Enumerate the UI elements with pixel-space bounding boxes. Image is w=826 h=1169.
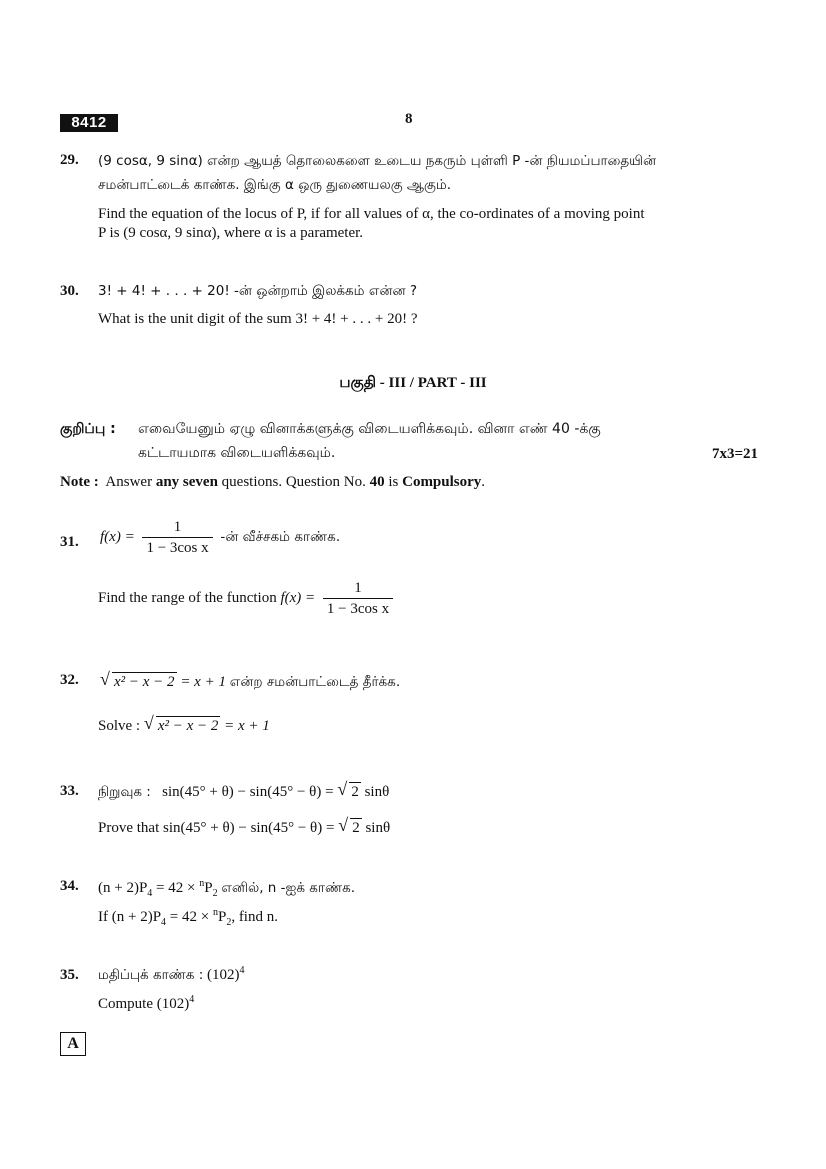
question-number: 29. <box>60 152 79 168</box>
note-emphasis: any seven <box>155 474 218 490</box>
question-number: 31. <box>60 534 79 550</box>
q31-tamil-suffix: -ன் வீச்சகம் காண்க. <box>220 528 341 545</box>
q29-english-line2: P is (9 cosα, 9 sinα), where α is a parameter. <box>98 225 364 241</box>
note-emphasis: 40 <box>369 474 385 490</box>
q35-english-line <box>98 994 194 1013</box>
q33-english-prefix: Prove that <box>98 820 160 836</box>
question-number: 35. <box>60 967 79 983</box>
q34-english-suffix: , find n. <box>231 909 278 925</box>
square-root <box>100 669 177 691</box>
marks-allocation: 7x3=21 <box>712 446 759 462</box>
version-box: A <box>60 1032 86 1056</box>
question-number: 32. <box>60 672 79 688</box>
q30-english: What is the unit digit of the sum 3! + 4! + . . . + 20! ? <box>98 311 418 327</box>
q32-tamil-suffix: என்ற சமன்பாட்டைத் தீர்க்க. <box>229 674 401 690</box>
note-emphasis: Compulsory <box>402 474 482 490</box>
q32-tamil-line <box>100 669 401 692</box>
radical-sign: √ <box>100 669 110 689</box>
instruction-tamil-line2: கட்டாயமாக விடையளிக்கவும். <box>138 445 336 461</box>
question-number: 30. <box>60 283 79 299</box>
equation-rhs: = x + 1 <box>180 674 226 690</box>
q31-english-line <box>98 580 397 617</box>
square-root <box>338 815 362 837</box>
fraction-numerator: 1 <box>323 580 393 599</box>
fraction <box>323 580 393 617</box>
note-text: questions. Question No. <box>217 474 370 490</box>
trig-expression: sin(45° + θ) − sin(45° − θ) = <box>163 820 335 836</box>
q29-tamil-line1: (9 cosα, 9 sinα) என்ற ஆயத் தொலைகளை உடைய நகரும் புள்ளி P -ன் நியமப்பாதையின் <box>98 153 657 169</box>
fraction-denominator: 1 − 3cos x <box>146 540 209 556</box>
power-exponent: 4 <box>189 994 195 1005</box>
fraction <box>142 519 212 556</box>
radicand: 2 <box>352 820 360 836</box>
q35-tamil-line <box>98 965 245 985</box>
instruction-tamil-line1: எவையேனும் ஏழு வினாக்களுக்கு விடையளிக்கவும். வினா எண் 40 -க்கு <box>138 421 601 437</box>
q35-tamil-prefix: மதிப்புக் காண்க : <box>98 967 204 983</box>
trig-tail: sinθ <box>365 820 391 836</box>
power-base: (102) <box>207 967 240 983</box>
q35-english-prefix: Compute <box>98 996 153 1012</box>
square-root <box>143 713 221 735</box>
trig-expression: sin(45° + θ) − sin(45° − θ) = <box>162 784 334 800</box>
square-root <box>337 779 361 801</box>
q34-english-prefix: If <box>98 909 108 925</box>
question-number: 34. <box>60 878 79 894</box>
power-base: (102) <box>156 996 190 1012</box>
function-expression: f(x) = <box>280 589 316 606</box>
note-text: is <box>384 474 403 490</box>
radical-sign: √ <box>338 815 349 835</box>
q29-tamil-line2: சமன்பாட்டைக் காண்க. இங்கு α ஒரு துணையலகு ஆகும். <box>98 177 452 193</box>
q30-tamil: 3! + 4! + . . . + 20! -ன் ஒன்றாம் இலக்கம் என்ன ? <box>98 283 418 299</box>
radical-sign: √ <box>337 779 348 799</box>
radicand: 2 <box>351 784 359 800</box>
q34-tamil-line: $(n + 2)P_4 = 42 \times ^nP_2$ எனில், n -ஐக் காண்க. <box>98 878 356 899</box>
note-text: . <box>481 474 486 490</box>
radicand: x² − x − 2 <box>157 718 219 734</box>
q29-english-line1: Find the equation of the locus of P, if for all values of α, the co-ordinates of a moving point <box>98 206 645 222</box>
q33-tamil-prefix: நிறுவுக : <box>98 784 151 800</box>
power-exponent: 4 <box>239 965 245 976</box>
fraction-numerator: 1 <box>142 519 212 538</box>
section-heading: பகுதி - III / PART - III <box>339 375 487 391</box>
q31-english-prefix: Find the range of the function <box>98 589 277 606</box>
function-expression: f(x) = <box>100 528 135 545</box>
paper-code-badge: 8412 <box>60 114 118 132</box>
q32-english-line <box>98 713 270 735</box>
instruction-label-tamil: குறிப்பு : <box>60 421 116 437</box>
q33-tamil-line <box>98 779 390 802</box>
trig-tail: sinθ <box>364 784 390 800</box>
radicand: x² − x − 2 <box>114 674 175 690</box>
q32-english-prefix: Solve : <box>98 718 141 734</box>
note-text: Answer <box>105 474 156 490</box>
q31-tamil-line <box>100 519 340 556</box>
note-line <box>60 474 485 491</box>
q33-english-line <box>98 815 391 837</box>
q34-tamil-suffix: எனில், n -ஐக் காண்க. <box>221 880 356 896</box>
equation-rhs: = x + 1 <box>224 718 270 734</box>
q34-english-line: If $(n + 2)P_4 = 42 \times ^nP_2$, find n. <box>98 907 278 928</box>
note-label: Note : <box>60 474 99 490</box>
radical-sign: √ <box>143 713 154 733</box>
fraction-denominator: 1 − 3cos x <box>326 601 390 617</box>
page-number: 8 <box>405 111 413 127</box>
question-number: 33. <box>60 783 79 799</box>
